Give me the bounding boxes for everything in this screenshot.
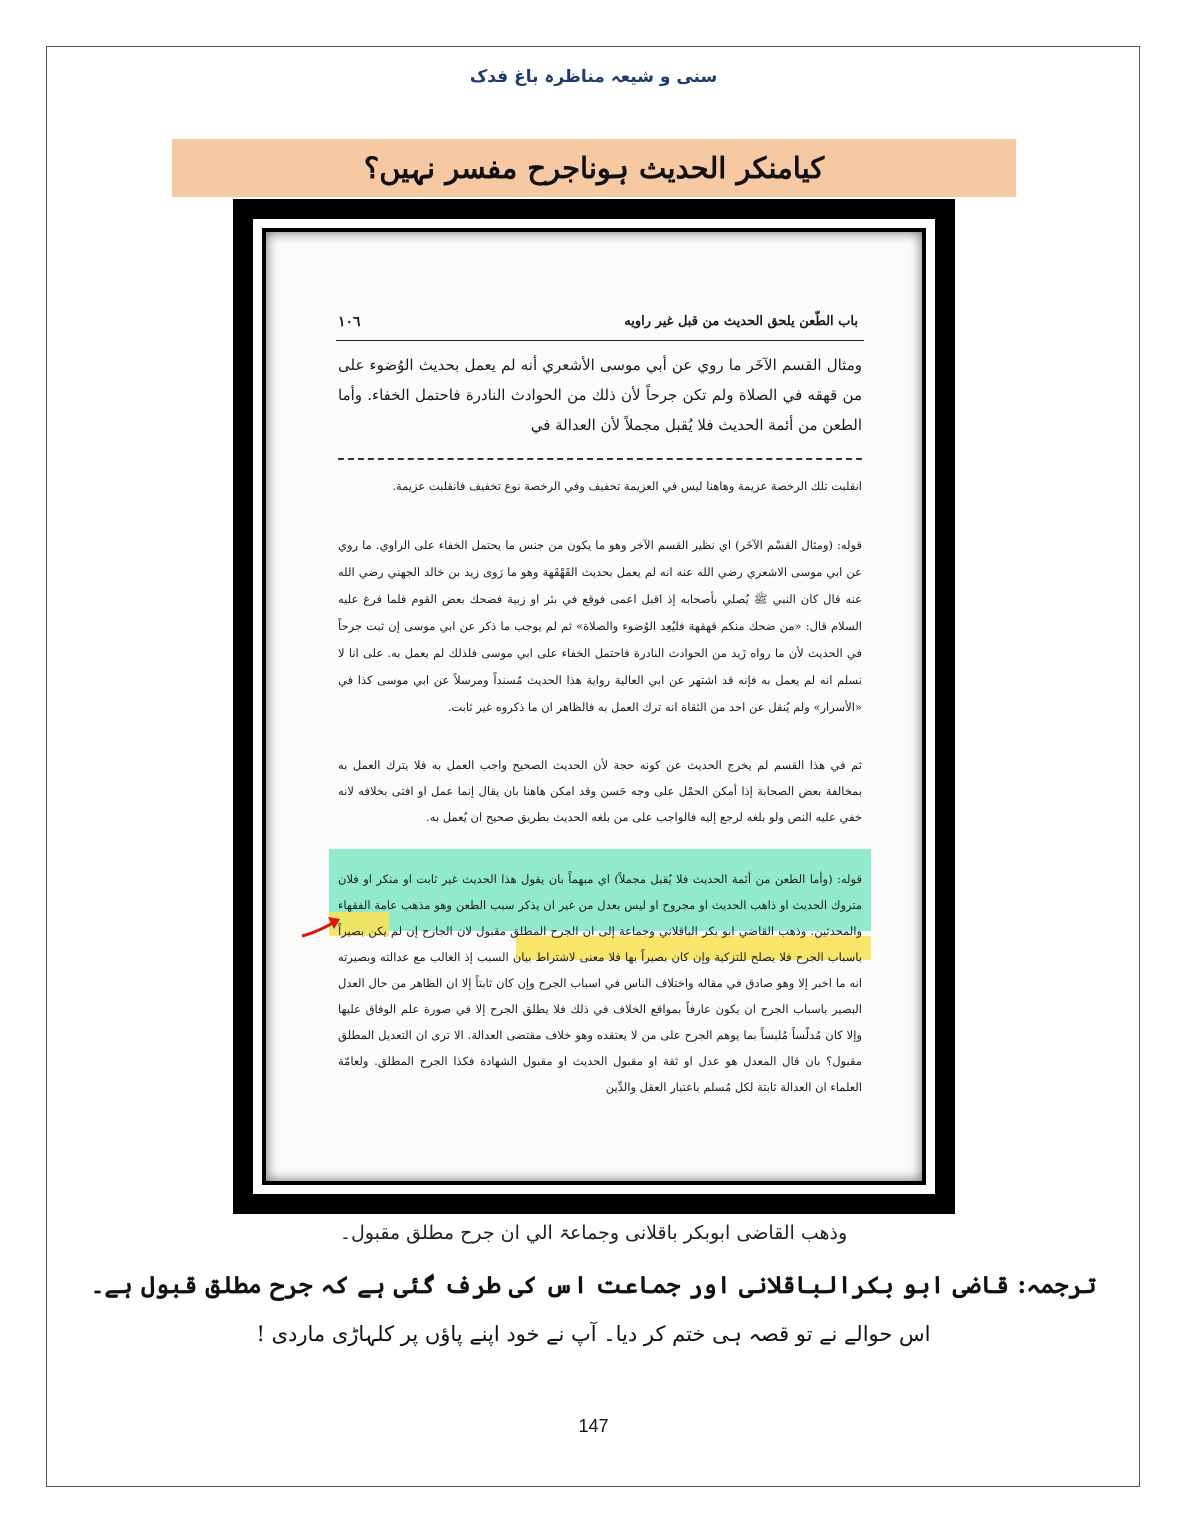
book-page-number: ١٠٦ <box>338 314 361 330</box>
book-main-text: ومثال القسم الآخَر ما روي عن أبي موسى الأشعري أنه لم يعمل بحديث الوُضوء على من قهقه في الصلاة ولم تكن جرحاً لأن ذلك من الحوادث النادرة فاحتمل الخفاء. وأما الطعن من أئمة الحديث فلا يُقبل مجملاً لأن العدالة في <box>338 356 862 434</box>
commentary-para-2: قوله: (ومثال القسْم الآخَر) اي نظير القسم الآخر وهو ما يكون من جنس ما يحتمل الخفاء على الراوي. ما روي عن ابي موسى الاشعري رضي الله عنه انه لم يعمل بحديث القَهْقَهة وهو ما رَوى زيد بن خالد الجهني رضي الله عنه قال كان النبي ﷺ يُصلي بأصحابه إذ اقبل اعمى فوقع في بئر او زبية فضحك بعض القوم فلما فرغ عليه السلام قال: «من ضحك منكم قهقهة فليُعِد الوُضوء والصلاة» ثم لم يوجب ما ذكر عن ابي موسى إن ثبت جرحاً في الحديث لأن ما رواه زَيد من الحوادث النادرة فاحتمل الخفاء على ابي موسى فلذلك لم يعمل به. على انا لا نسلم انه لم يعمل به فإنه قد اشتهر عن ابي العالية رواية هذا الحديث مُسنداً ومرسلاً عن ابي موسى كذا في «الأسرار» ولم يُنقل عن احد من الثقاة انه ترك العمل به فالظاهر ان ما ذكروه غير ثابت. <box>338 538 862 714</box>
page-header: سنی و شیعہ مناظرہ باغ فدک <box>469 67 718 87</box>
book-running-header <box>338 314 858 329</box>
header-rule <box>336 340 864 341</box>
title-text: کیامنکر الحدیث ہوناجرح مفسر نہیں؟ <box>363 151 825 185</box>
book-paper <box>266 232 922 1181</box>
title-bar <box>172 139 1016 197</box>
book-running-title: باب الطّعن يلحق الحديث من قبل غير راويه <box>624 314 858 329</box>
urdu-translation: ترجمہ: قاضی ابو بکرالباقلانی اور جماعت اس کی طرف گئی ہے کہ جرح مطلق قبول ہے۔ <box>90 1270 1097 1299</box>
urdu-comment: اس حوالے نے تو قصہ ہی ختم کر دیا۔ آپ نے خود اپنے پاؤں پر کلہاڑی ماردی ! <box>256 1322 931 1346</box>
arabic-caption: وذهب القاضی ابوبکر باقلانی وجماعۃ الي ان جرح مطلق مقبول۔ <box>339 1222 848 1244</box>
scanned-book-page <box>233 199 955 1214</box>
footnote-separator <box>338 458 862 460</box>
commentary-para-3: ثم في هذا القسم لم يخرج الحديث عن كونه حجة لأن الحديث الصحيح واجب العمل به فلا يترك العمل به بمخالفة بعض الصحابة إذا أمكن الحمْل على وجه حَسن وقد امكن هاهنا بان يقال إنما عمل او افتى بخلافه لانه خفي عليه النص ولو بلغه لرجع إليه فالواجب على من بلغه الحديث بطريق صحيح ان يُعمل به. <box>338 758 862 824</box>
page-number: 147 <box>578 1416 609 1436</box>
commentary-para-1: انقلبت تلك الرخصة عزيمة وهاهنا ليس في العزيمة تخفيف وفي الرخصة نوع تخفيف فانقلبت عزيمة. <box>392 479 862 493</box>
red-arrow-icon <box>298 912 346 942</box>
commentary-para-4: قوله: (وأما الطعن من أئمة الحديث فلا يُقبل مجملاً) اي مبهماً بان يقول هذا الحديث غير ثابت او منكر او فلان متروك الحديث او ذاهب الحديث او مجروح او ليس بعدل من غير ان يذكر سبب الطعن وهو مذهب عامة الفقهاء والمحدثين. وذهب القاضي ابو بكر الباقلاني وجماعة إلى ان الجرح المطلق مقبول لان الجارح إن لم يكن بصيراً باسباب الجرح فلا يصلح للتزكية وإن كان بصيراً بها فلا معنى لاشتراط بيان السبب إذ الغالب مع عدالته وبصيرته انه ما اخبر إلا وهو صادق في مقاله واختلاف الناس في اسباب الجرح وإن كان ثابتاً إلا ان الظاهر من حال العدل البصير باسباب الجرح ان يكون عارفاً بمواقع الخلاف في ذلك فلا يطلق الجرح إلا في صورة علم الوفاق عليها وإلا كان مُدلّساً مُلبساً بما يوهم الجرح على من لا يعتقده وهو خلاف مقتضى العدالة. الا ترى ان التعديل المطلق مقبول؟ بان قال المعدل هو عدل او ثقة او مقبول الحديث او مقبول الشهادة فكذا الجرح المطلق. ولعامّة العلماء ان العدالة ثابتة لكل مُسلم باعتبار العقل والدِّين <box>338 872 862 1094</box>
